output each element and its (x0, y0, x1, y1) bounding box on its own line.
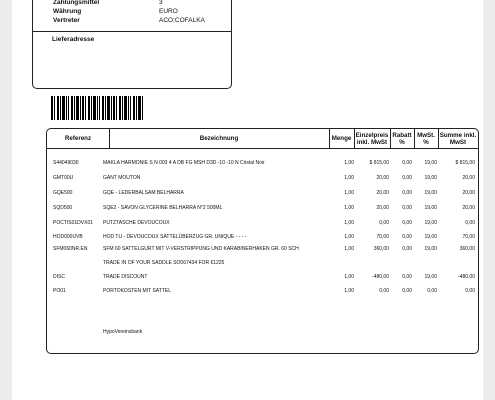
table-row (47, 245, 478, 254)
cell-bezeichnung: MAKLA HARMONIE S N 003 4 A DB FG MSH D3D -10 -10 N Cristal Noir (103, 160, 265, 166)
cell-bezeichnung: SFM 60 SATTELGURT MIT V-VERSTRIPPUNG UND KARABINERHAKEN GR. 60 SCH (103, 246, 299, 252)
cell-menge: 1,00 (344, 160, 354, 166)
cell-mwst: 19,00 (424, 160, 437, 166)
customer-info-box (32, 0, 232, 89)
cell-referenz: SQD500 (53, 205, 73, 211)
cell-bezeichnung: GANT MOUTON (103, 175, 141, 181)
cell-einzelpreis: 360,00 (373, 246, 389, 252)
col-divider (329, 129, 330, 148)
cell-einzelpreis: $ 815,00 (369, 160, 389, 166)
header-mwst: MwSt. % (417, 131, 435, 146)
cell-referenz: S44049030 (53, 160, 79, 166)
field-value-payment: 3 (159, 0, 163, 6)
barcode (51, 96, 143, 120)
bank-note: HypoVereinsbank (103, 329, 143, 335)
header-menge: Menge (331, 135, 352, 142)
header-bezeichnung: Bezeichnung (199, 135, 239, 142)
field-value-currency: EURO (159, 8, 178, 15)
cell-summe: 0,00 (465, 220, 475, 226)
cell-einzelpreis: -480,00 (372, 274, 389, 280)
cell-summe: 20,00 (462, 175, 475, 181)
cell-referenz: POCTIS01DVX01 (53, 220, 94, 226)
cell-menge: 1,00 (344, 205, 354, 211)
cell-rabatt: 0,00 (402, 246, 412, 252)
table-row (47, 204, 478, 213)
cell-menge: 1,00 (344, 246, 354, 252)
cell-rabatt: 0,00 (402, 190, 412, 196)
col-divider (414, 129, 415, 148)
header-einzelpreis: Einzelpreis inkl. MwSt (355, 131, 389, 146)
col-divider (109, 129, 110, 148)
cell-referenz: HOD000UVB (53, 234, 83, 240)
cell-bezeichnung: TRADE DISCOUNT (103, 274, 148, 280)
table-row (47, 287, 478, 296)
cell-referenz: SFM060NR.EN (53, 246, 88, 252)
col-divider (438, 129, 439, 148)
delivery-address-label: Lieferadresse (52, 36, 95, 43)
cell-rabatt: 0,00 (402, 288, 412, 294)
cell-einzelpreis: 20,00 (376, 175, 389, 181)
cell-rabatt: 0,00 (402, 160, 412, 166)
cell-referenz: GMT00U (53, 175, 74, 181)
cell-rabatt: 0,00 (402, 234, 412, 240)
cell-bezeichnung: PORTOKOSTEN MIT SATTEL (103, 288, 171, 294)
cell-mwst: 19,00 (424, 175, 437, 181)
table-row (47, 189, 478, 198)
cell-einzelpreis: 70,00 (376, 234, 389, 240)
cell-summe: 20,00 (462, 205, 475, 211)
line-items-table (46, 128, 479, 354)
header-summe: Summe inkl. MwSt (439, 131, 477, 146)
cell-einzelpreis: 20,00 (376, 190, 389, 196)
cell-menge: 1,00 (344, 190, 354, 196)
cell-mwst: 19,00 (424, 220, 437, 226)
cell-rabatt: 0,00 (402, 205, 412, 211)
cell-referenz: DISC (53, 274, 65, 280)
header-rabatt: Rabatt % (392, 131, 412, 146)
cell-summe: 360,00 (459, 246, 475, 252)
cell-einzelpreis: 20,00 (376, 205, 389, 211)
cell-summe: $ 815,00 (455, 160, 475, 166)
table-row (47, 219, 478, 228)
cell-summe: 70,00 (462, 234, 475, 240)
cell-mwst: 19,00 (424, 190, 437, 196)
header-underline (47, 148, 478, 149)
cell-bezeichnung: PUTZTASCHE DEVOUCOUX (103, 220, 170, 226)
field-value-agent: ACO;COFALKA (159, 17, 205, 24)
table-row (47, 233, 478, 242)
cell-mwst: 19,00 (424, 234, 437, 240)
field-label-currency: Währung (53, 8, 82, 15)
cell-einzelpreis: 0,00 (379, 288, 389, 294)
cell-mwst: 19,00 (424, 246, 437, 252)
cell-rabatt: 0,00 (402, 274, 412, 280)
cell-rabatt: 0,00 (402, 220, 412, 226)
cell-mwst: 0,00 (427, 288, 437, 294)
cell-bezeichnung: GQE - LEDERBALSAM BELHARRA (103, 190, 184, 196)
header-referenz: Referenz (64, 135, 92, 142)
cell-referenz: GQE500 (53, 190, 73, 196)
cell-bezeichnung: SQE2 - SAVON GLYCERINE BELHARRA N°2 500ML (103, 205, 223, 211)
cell-mwst: 19,00 (424, 274, 437, 280)
cell-mwst: 19,00 (424, 205, 437, 211)
cell-rabatt: 0,00 (402, 175, 412, 181)
cell-summe: 20,00 (462, 190, 475, 196)
cell-menge: 1,00 (344, 175, 354, 181)
table-row (47, 259, 478, 268)
table-row (47, 159, 478, 168)
cell-menge: 1,00 (344, 274, 354, 280)
table-row (47, 273, 478, 282)
field-label-agent: Vertreter (53, 17, 80, 24)
col-divider (354, 129, 355, 148)
invoice-page (12, 0, 483, 400)
cell-bezeichnung: TRADE IN OF YOUR SADDLE SO067434 FOR €1225 (103, 260, 225, 266)
table-row (47, 174, 478, 183)
box-divider (33, 31, 231, 32)
col-divider (390, 129, 391, 148)
cell-menge: 1,00 (344, 220, 354, 226)
cell-menge: 1,00 (344, 288, 354, 294)
cell-referenz: PO01 (53, 288, 66, 294)
cell-summe: 0,00 (465, 288, 475, 294)
cell-einzelpreis: 0,00 (379, 220, 389, 226)
cell-summe: -480,00 (458, 274, 475, 280)
cell-bezeichnung: HOD TU - DEVOUCOUX SATTELÜBERZUG GR. UNIQUE - - - - (103, 234, 247, 240)
field-label-payment: Zahlungsmittel (53, 0, 100, 6)
cell-menge: 1,00 (344, 234, 354, 240)
